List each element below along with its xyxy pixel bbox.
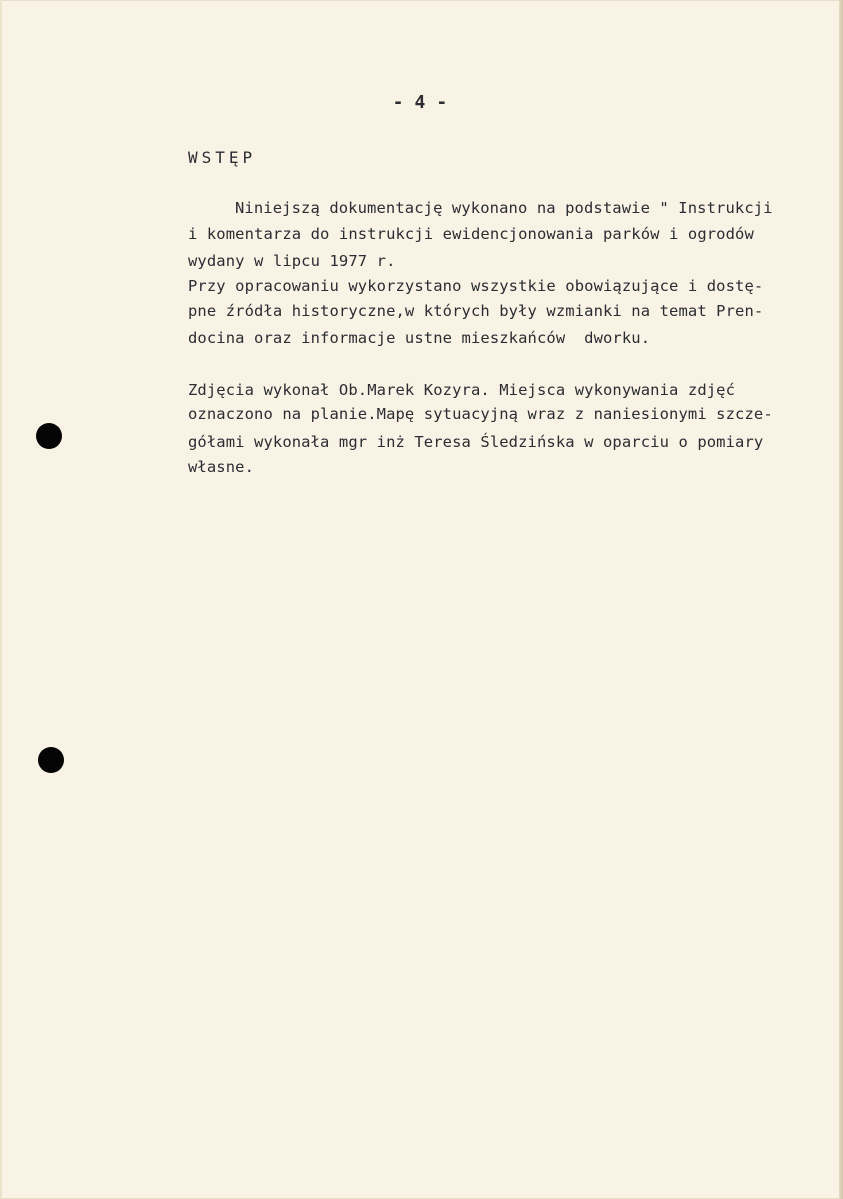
punch-hole-top: [36, 423, 62, 449]
paragraph-line: oznaczono na planie.Mapę sytuacyjną wraz z naniesionymi szcze-: [188, 405, 773, 423]
punch-hole-bottom: [38, 747, 64, 773]
paragraph-line: własne.: [188, 458, 255, 476]
paragraph-line: pne źródła historyczne,w których były wzmianki na temat Pren-: [188, 302, 764, 320]
paragraph-line: Zdjęcia wykonał Ob.Marek Kozyra. Miejsca wykonywania zdjęć: [188, 381, 736, 399]
paragraph-line: Przy opracowaniu wykorzystano wszystkie obowiązujące i dostę-: [188, 277, 764, 295]
paragraph-line: gółami wykonała mgr inż Teresa Śledzińska w oparciu o pomiary: [188, 433, 764, 451]
page-number: - 4 -: [392, 92, 448, 113]
page-left-edge: [0, 0, 2, 1199]
page-right-edge: [839, 0, 843, 1199]
paragraph-line: wydany w lipcu 1977 r.: [188, 252, 396, 270]
paragraph-line: docina oraz informacje ustne mieszkańców dworku.: [188, 329, 651, 347]
paragraph-line: Niniejszą dokumentację wykonano na podstawie " Instrukcji: [235, 199, 773, 217]
section-heading: WSTĘP: [188, 148, 257, 167]
paragraph-line: i komentarza do instrukcji ewidencjonowania parków i ogrodów: [188, 225, 754, 243]
